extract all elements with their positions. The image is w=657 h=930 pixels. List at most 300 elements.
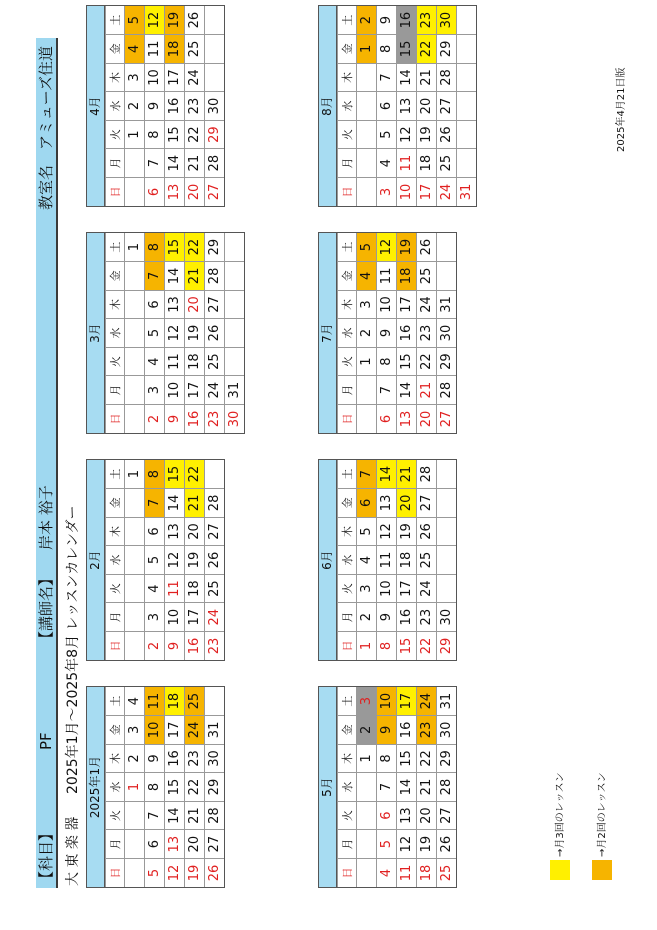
weekday-label: 土 bbox=[338, 6, 357, 35]
weekday-label: 水 bbox=[106, 92, 125, 121]
weekday-label: 木 bbox=[338, 63, 357, 92]
day-cell: 14 bbox=[377, 460, 397, 489]
day-cell: 3 bbox=[357, 290, 377, 319]
weekday-label: 木 bbox=[338, 290, 357, 319]
day-cell: 18 bbox=[185, 347, 205, 376]
day-cell: 26 bbox=[417, 517, 437, 546]
weekday-row bbox=[106, 233, 125, 433]
weekday-label: 土 bbox=[106, 460, 125, 489]
day-cell: 13 bbox=[165, 517, 185, 546]
day-cell: 11 bbox=[165, 347, 185, 376]
day-cell: 3 bbox=[377, 177, 397, 206]
day-cell bbox=[457, 6, 477, 35]
day-cell: 2 bbox=[125, 744, 145, 773]
day-cell: 12 bbox=[165, 319, 185, 348]
day-cell bbox=[437, 489, 457, 518]
month-title: 8月 bbox=[319, 6, 337, 206]
weekday-label: 木 bbox=[338, 517, 357, 546]
day-cell: 3 bbox=[357, 574, 377, 603]
day-cell: 4 bbox=[125, 687, 145, 716]
day-cell: 8 bbox=[145, 460, 165, 489]
teacher-label: 【講師名】 bbox=[37, 570, 55, 646]
day-cell: 11 bbox=[145, 687, 165, 716]
week-row bbox=[457, 6, 477, 206]
day-cell: 8 bbox=[377, 631, 397, 660]
day-cell: 29 bbox=[205, 233, 225, 262]
day-cell: 2 bbox=[357, 716, 377, 745]
day-cell bbox=[125, 262, 145, 291]
month-calendar-apr bbox=[86, 5, 225, 207]
weekday-label: 金 bbox=[106, 35, 125, 64]
day-cell bbox=[125, 858, 145, 887]
day-cell: 5 bbox=[125, 6, 145, 35]
day-cell: 30 bbox=[437, 6, 457, 35]
day-cell: 12 bbox=[397, 830, 417, 859]
company-name: 大 東 楽 器 bbox=[65, 816, 81, 886]
day-cell: 13 bbox=[397, 92, 417, 121]
week-row bbox=[437, 687, 457, 887]
day-cell: 1 bbox=[357, 744, 377, 773]
day-cell: 2 bbox=[145, 631, 165, 660]
day-cell: 9 bbox=[377, 6, 397, 35]
weekday-label: 日 bbox=[106, 631, 125, 660]
day-cell: 13 bbox=[165, 177, 185, 206]
day-cell: 18 bbox=[397, 546, 417, 575]
day-cell bbox=[225, 233, 245, 262]
day-cell: 15 bbox=[165, 120, 185, 149]
day-cell: 3 bbox=[145, 603, 165, 632]
day-cell: 17 bbox=[397, 574, 417, 603]
day-cell: 22 bbox=[185, 773, 205, 802]
week-row bbox=[417, 233, 437, 433]
week-row bbox=[357, 687, 377, 887]
day-cell: 30 bbox=[225, 404, 245, 433]
day-cell: 4 bbox=[357, 546, 377, 575]
day-cell: 12 bbox=[377, 233, 397, 262]
day-cell bbox=[357, 773, 377, 802]
day-cell bbox=[125, 546, 145, 575]
day-cell: 1 bbox=[125, 120, 145, 149]
week-row bbox=[205, 687, 225, 887]
week-row bbox=[125, 687, 145, 887]
day-cell bbox=[125, 830, 145, 859]
day-cell: 26 bbox=[437, 120, 457, 149]
week-row bbox=[417, 687, 437, 887]
week-row bbox=[357, 460, 377, 660]
day-cell bbox=[457, 120, 477, 149]
day-cell: 17 bbox=[417, 177, 437, 206]
day-cell: 16 bbox=[185, 631, 205, 660]
month-title: 7月 bbox=[319, 233, 337, 433]
day-cell bbox=[437, 574, 457, 603]
day-cell: 25 bbox=[185, 687, 205, 716]
day-cell: 18 bbox=[417, 858, 437, 887]
day-cell: 13 bbox=[377, 489, 397, 518]
day-cell: 31 bbox=[437, 290, 457, 319]
day-cell: 18 bbox=[165, 687, 185, 716]
weekday-label: 月 bbox=[106, 603, 125, 632]
day-cell: 8 bbox=[145, 120, 165, 149]
weekday-label: 木 bbox=[106, 63, 125, 92]
classroom-label: 教室名 bbox=[37, 164, 55, 210]
day-cell bbox=[125, 801, 145, 830]
week-row bbox=[377, 233, 397, 433]
weekday-label: 月 bbox=[106, 149, 125, 178]
day-cell: 14 bbox=[397, 376, 417, 405]
month-title: 2月 bbox=[87, 460, 105, 660]
day-cell bbox=[357, 376, 377, 405]
weekday-label: 日 bbox=[338, 631, 357, 660]
day-cell: 1 bbox=[357, 631, 377, 660]
weekday-label: 金 bbox=[338, 262, 357, 291]
day-cell: 8 bbox=[145, 233, 165, 262]
day-cell: 4 bbox=[377, 858, 397, 887]
day-cell: 9 bbox=[377, 319, 397, 348]
day-cell: 29 bbox=[205, 120, 225, 149]
weekday-label: 金 bbox=[338, 35, 357, 64]
day-cell: 6 bbox=[145, 290, 165, 319]
day-cell: 24 bbox=[205, 603, 225, 632]
day-cell: 23 bbox=[417, 716, 437, 745]
weekday-label: 日 bbox=[106, 858, 125, 887]
weekday-label: 水 bbox=[106, 773, 125, 802]
day-cell: 24 bbox=[417, 574, 437, 603]
day-cell: 21 bbox=[417, 63, 437, 92]
day-cell: 24 bbox=[437, 177, 457, 206]
day-cell bbox=[125, 489, 145, 518]
week-row bbox=[205, 233, 225, 433]
week-row bbox=[397, 233, 417, 433]
week-row bbox=[145, 687, 165, 887]
day-cell: 20 bbox=[417, 801, 437, 830]
day-cell: 21 bbox=[417, 773, 437, 802]
day-cell bbox=[357, 120, 377, 149]
day-cell: 1 bbox=[125, 773, 145, 802]
day-cell: 13 bbox=[165, 830, 185, 859]
day-cell: 1 bbox=[357, 347, 377, 376]
day-cell: 11 bbox=[377, 546, 397, 575]
day-cell: 18 bbox=[165, 35, 185, 64]
weekday-row bbox=[338, 687, 357, 887]
week-row bbox=[377, 460, 397, 660]
day-cell bbox=[125, 404, 145, 433]
day-cell bbox=[357, 830, 377, 859]
day-cell bbox=[437, 546, 457, 575]
day-cell: 8 bbox=[377, 35, 397, 64]
day-cell bbox=[125, 149, 145, 178]
day-cell: 9 bbox=[145, 744, 165, 773]
legend-label: →月3回のレッスン bbox=[555, 772, 566, 857]
weekday-label: 火 bbox=[338, 347, 357, 376]
month-grid bbox=[105, 233, 244, 433]
day-cell: 28 bbox=[205, 149, 225, 178]
week-row bbox=[165, 687, 185, 887]
day-cell: 31 bbox=[205, 716, 225, 745]
day-cell: 11 bbox=[165, 574, 185, 603]
day-cell: 5 bbox=[377, 830, 397, 859]
legend-2-lessons bbox=[592, 772, 612, 880]
weekday-label: 土 bbox=[338, 687, 357, 716]
week-row bbox=[125, 460, 145, 660]
day-cell: 30 bbox=[437, 716, 457, 745]
weekday-label: 月 bbox=[106, 830, 125, 859]
day-cell: 19 bbox=[165, 6, 185, 35]
day-cell: 14 bbox=[165, 801, 185, 830]
weekday-label: 月 bbox=[338, 603, 357, 632]
day-cell bbox=[125, 177, 145, 206]
day-cell: 3 bbox=[125, 63, 145, 92]
day-cell: 8 bbox=[145, 773, 165, 802]
day-cell: 28 bbox=[205, 489, 225, 518]
day-cell: 12 bbox=[397, 120, 417, 149]
weekday-label: 金 bbox=[106, 489, 125, 518]
weekday-label: 火 bbox=[106, 120, 125, 149]
day-cell: 15 bbox=[397, 35, 417, 64]
weekday-label: 月 bbox=[338, 149, 357, 178]
day-cell: 12 bbox=[145, 6, 165, 35]
day-cell: 25 bbox=[205, 347, 225, 376]
day-cell: 9 bbox=[377, 603, 397, 632]
weekday-label: 水 bbox=[338, 546, 357, 575]
week-row bbox=[205, 460, 225, 660]
day-cell: 1 bbox=[125, 233, 145, 262]
month-calendar-jul bbox=[318, 232, 457, 434]
day-cell: 3 bbox=[125, 716, 145, 745]
weekday-row bbox=[338, 6, 357, 206]
week-row bbox=[185, 6, 205, 206]
day-cell: 14 bbox=[165, 489, 185, 518]
day-cell: 11 bbox=[377, 262, 397, 291]
day-cell bbox=[125, 631, 145, 660]
day-cell: 10 bbox=[165, 376, 185, 405]
legend-label: →月2回のレッスン bbox=[597, 772, 608, 857]
day-cell: 21 bbox=[417, 376, 437, 405]
day-cell: 22 bbox=[185, 233, 205, 262]
month-title: 6月 bbox=[319, 460, 337, 660]
day-cell: 7 bbox=[145, 149, 165, 178]
day-cell: 26 bbox=[205, 858, 225, 887]
day-cell: 2 bbox=[357, 319, 377, 348]
day-cell: 16 bbox=[397, 319, 417, 348]
day-cell bbox=[357, 858, 377, 887]
day-cell: 23 bbox=[185, 744, 205, 773]
weekday-label: 日 bbox=[338, 177, 357, 206]
day-cell bbox=[125, 603, 145, 632]
week-row bbox=[437, 460, 457, 660]
weekday-label: 土 bbox=[338, 460, 357, 489]
week-row bbox=[165, 233, 185, 433]
day-cell: 19 bbox=[417, 830, 437, 859]
day-cell: 4 bbox=[145, 347, 165, 376]
week-row bbox=[125, 6, 145, 206]
day-cell bbox=[437, 233, 457, 262]
day-cell: 30 bbox=[437, 603, 457, 632]
day-cell: 31 bbox=[457, 177, 477, 206]
weekday-label: 月 bbox=[106, 376, 125, 405]
week-row bbox=[377, 687, 397, 887]
day-cell: 16 bbox=[185, 404, 205, 433]
day-cell: 17 bbox=[185, 376, 205, 405]
day-cell: 26 bbox=[205, 546, 225, 575]
day-cell bbox=[357, 801, 377, 830]
weekday-label: 月 bbox=[338, 376, 357, 405]
week-row bbox=[357, 6, 377, 206]
subject-value: PF bbox=[37, 732, 55, 750]
day-cell: 31 bbox=[437, 687, 457, 716]
day-cell: 30 bbox=[205, 92, 225, 121]
day-cell: 29 bbox=[437, 35, 457, 64]
day-cell: 11 bbox=[145, 35, 165, 64]
week-row bbox=[165, 460, 185, 660]
day-cell: 7 bbox=[357, 460, 377, 489]
day-cell bbox=[357, 92, 377, 121]
day-cell: 22 bbox=[185, 460, 205, 489]
day-cell: 24 bbox=[185, 716, 205, 745]
day-cell: 16 bbox=[397, 603, 417, 632]
day-cell: 20 bbox=[185, 517, 205, 546]
month-grid bbox=[105, 687, 224, 887]
day-cell: 3 bbox=[145, 376, 165, 405]
month-title: 3月 bbox=[87, 233, 105, 433]
teacher-name: 岸本 裕子 bbox=[37, 485, 55, 550]
day-cell: 23 bbox=[185, 92, 205, 121]
day-cell: 10 bbox=[145, 63, 165, 92]
day-cell: 29 bbox=[437, 744, 457, 773]
day-cell: 31 bbox=[225, 376, 245, 405]
week-row bbox=[417, 6, 437, 206]
day-cell: 8 bbox=[377, 744, 397, 773]
day-cell bbox=[225, 290, 245, 319]
day-cell: 28 bbox=[437, 773, 457, 802]
week-row bbox=[185, 687, 205, 887]
week-row bbox=[145, 6, 165, 206]
day-cell bbox=[205, 63, 225, 92]
day-cell: 26 bbox=[185, 6, 205, 35]
day-cell: 1 bbox=[125, 460, 145, 489]
day-cell: 9 bbox=[165, 404, 185, 433]
week-row bbox=[185, 233, 205, 433]
day-cell bbox=[357, 404, 377, 433]
day-cell: 11 bbox=[397, 858, 417, 887]
month-grid bbox=[337, 233, 456, 433]
weekday-label: 水 bbox=[338, 773, 357, 802]
day-cell: 2 bbox=[357, 6, 377, 35]
day-cell: 17 bbox=[165, 63, 185, 92]
weekday-label: 土 bbox=[106, 233, 125, 262]
day-cell: 7 bbox=[145, 262, 165, 291]
day-cell: 11 bbox=[397, 149, 417, 178]
month-calendar-mar bbox=[86, 232, 245, 434]
day-cell: 3 bbox=[357, 687, 377, 716]
day-cell: 25 bbox=[437, 149, 457, 178]
day-cell: 24 bbox=[417, 687, 437, 716]
day-cell: 2 bbox=[145, 404, 165, 433]
day-cell: 28 bbox=[437, 376, 457, 405]
week-row bbox=[125, 233, 145, 433]
day-cell: 6 bbox=[377, 92, 397, 121]
day-cell bbox=[225, 262, 245, 291]
week-row bbox=[397, 687, 417, 887]
weekday-label: 火 bbox=[106, 347, 125, 376]
day-cell: 25 bbox=[437, 858, 457, 887]
legend-3-lessons bbox=[550, 772, 570, 880]
weekday-label: 金 bbox=[338, 489, 357, 518]
weekday-label: 水 bbox=[106, 319, 125, 348]
day-cell: 25 bbox=[205, 574, 225, 603]
day-cell: 10 bbox=[145, 716, 165, 745]
day-cell bbox=[125, 290, 145, 319]
subject-label: 【科目】 bbox=[37, 825, 55, 886]
day-cell: 18 bbox=[185, 574, 205, 603]
day-cell: 15 bbox=[165, 233, 185, 262]
day-cell: 22 bbox=[185, 120, 205, 149]
day-cell: 12 bbox=[165, 858, 185, 887]
day-cell: 6 bbox=[145, 830, 165, 859]
weekday-row bbox=[106, 6, 125, 206]
day-cell: 5 bbox=[357, 517, 377, 546]
day-cell: 15 bbox=[165, 460, 185, 489]
day-cell: 12 bbox=[377, 517, 397, 546]
weekday-label: 水 bbox=[338, 92, 357, 121]
day-cell: 20 bbox=[397, 489, 417, 518]
day-cell: 10 bbox=[377, 574, 397, 603]
week-row bbox=[417, 460, 437, 660]
day-cell bbox=[205, 6, 225, 35]
month-grid bbox=[105, 460, 224, 660]
day-cell: 2 bbox=[125, 92, 145, 121]
day-cell: 21 bbox=[185, 262, 205, 291]
day-cell: 30 bbox=[437, 319, 457, 348]
day-cell: 22 bbox=[417, 35, 437, 64]
day-cell: 6 bbox=[377, 801, 397, 830]
day-cell: 27 bbox=[205, 290, 225, 319]
day-cell: 27 bbox=[205, 830, 225, 859]
month-grid bbox=[337, 6, 476, 206]
weekday-label: 日 bbox=[106, 404, 125, 433]
weekday-label: 水 bbox=[338, 319, 357, 348]
legend-swatch-orange bbox=[592, 860, 612, 880]
day-cell: 24 bbox=[185, 63, 205, 92]
day-cell: 24 bbox=[417, 290, 437, 319]
day-cell: 28 bbox=[417, 460, 437, 489]
day-cell: 16 bbox=[397, 716, 417, 745]
day-cell: 2 bbox=[357, 603, 377, 632]
day-cell: 12 bbox=[165, 546, 185, 575]
weekday-label: 木 bbox=[338, 744, 357, 773]
day-cell: 6 bbox=[145, 517, 165, 546]
weekday-row bbox=[106, 460, 125, 660]
day-cell: 4 bbox=[357, 262, 377, 291]
day-cell: 17 bbox=[397, 687, 417, 716]
day-cell: 23 bbox=[417, 603, 437, 632]
weekday-row bbox=[106, 687, 125, 887]
calendar-period: 2025年1月～2025年8月 レッスンカレンダー bbox=[65, 505, 81, 794]
day-cell: 29 bbox=[437, 631, 457, 660]
day-cell: 19 bbox=[397, 233, 417, 262]
day-cell: 19 bbox=[185, 319, 205, 348]
weekday-label: 木 bbox=[106, 744, 125, 773]
day-cell: 20 bbox=[185, 830, 205, 859]
day-cell bbox=[457, 92, 477, 121]
day-cell bbox=[225, 319, 245, 348]
month-calendar-feb bbox=[86, 459, 225, 661]
day-cell: 26 bbox=[417, 233, 437, 262]
day-cell: 14 bbox=[397, 773, 417, 802]
day-cell: 7 bbox=[377, 773, 397, 802]
weekday-label: 月 bbox=[338, 830, 357, 859]
day-cell: 25 bbox=[417, 546, 437, 575]
weekday-label: 日 bbox=[106, 177, 125, 206]
